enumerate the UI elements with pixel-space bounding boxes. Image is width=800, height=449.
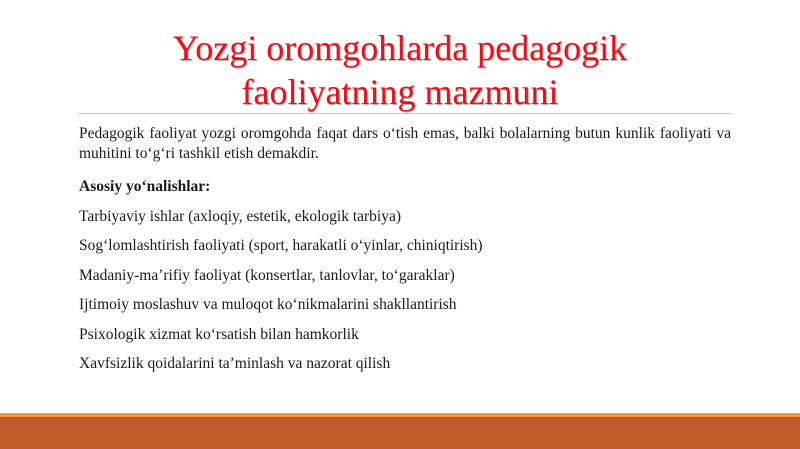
slide-title-line-1: Yozgi oromgohlarda pedagogik xyxy=(172,28,628,68)
list-item: Madaniy-ma’rifiy faoliyat (konsertlar, tanlovlar, to‘garaklar) xyxy=(79,266,455,284)
slide-body xyxy=(79,124,731,374)
directions-list xyxy=(79,207,731,375)
title-divider xyxy=(78,113,732,114)
list-item: Psixologik xizmat ko‘rsatish bilan hamkorlik xyxy=(79,325,359,343)
list-item: Ijtimoiy moslashuv va muloqot ko‘nikmalarini shakllantirish xyxy=(79,296,457,313)
section-heading: Asosiy yo‘nalishlar: xyxy=(79,178,211,195)
list-item: Xavfsizlik qoidalarini ta’minlash va nazorat qilish xyxy=(79,355,391,372)
slide-title xyxy=(80,26,720,114)
footer-band xyxy=(0,417,800,449)
list-item: Sog‘lomlashtirish faoliyati (sport, harakatli o‘yinlar, chiniqtirish) xyxy=(79,237,483,254)
intro-paragraph: Pedagogik faoliyat yozgi oromgohda faqat dars o‘tish emas, balki bolalarning butun kunlik faoliyati va muhitini to‘g‘ri tashkil etish demakdir. xyxy=(79,125,731,162)
slide-title-line-2: faoliyatning mazmuni xyxy=(241,72,559,112)
list-item: Tarbiyaviy ishlar (axloqiy, estetik, ekologik tarbiya) xyxy=(79,207,402,225)
